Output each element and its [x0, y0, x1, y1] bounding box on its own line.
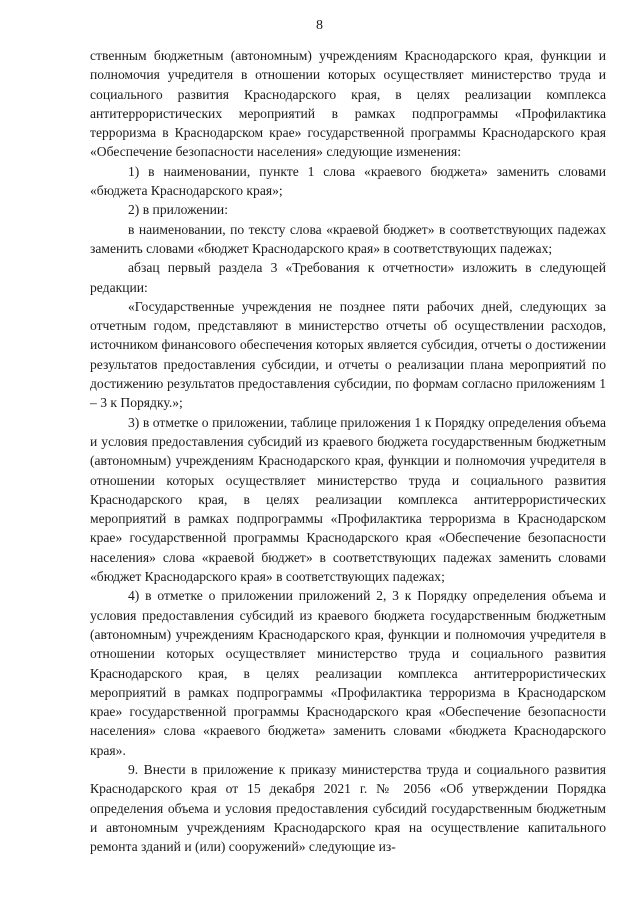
paragraph-item-4: 4) в отметке о приложении приложений 2, 3 к Порядку определения объема и условия предоставления субсидий из краевого бюджета государственным бюджетным (автономным) учреждениям Краснодарского края, функции и полномочия учредителя в отношении которых осуществляет министерство труда и социального развития Краснодарского края, в целях реализации комплекса антитеррористических мероприятий в рамках подпрограммы «Профилактика терроризма в Краснодарском крае» государственной программы Краснодарского края «Обеспечение безопасности населения» слова «краевого бюджета» заменить словами «бюджета Краснодарского края».	[90, 588, 606, 758]
paragraph-continuation: ственным бюджетным (автономным) учреждениям Краснодарского края, функции и полномочия учредителя в отношении которых осуществляет министерство труда и социального развития Краснодарского края, в целях реализации комплекса антитеррористических мероприятий в рамках подпрограммы «Профилактика терроризма в Краснодарском крае» государственной программы Краснодарского края «Обеспечение безопасности населения» следующие изменения:	[90, 48, 606, 160]
paragraph-item-2: 2) в приложении:	[128, 202, 228, 218]
page-number: 8	[316, 18, 323, 33]
document-body	[90, 46, 606, 856]
paragraph-section-3-intro: абзац первый раздела 3 «Требования к отчетности» изложить в следующей редакции:	[90, 260, 606, 295]
paragraph-item-3: 3) в отметке о приложении, таблице приложения 1 к Порядку определения объема и условия предоставления субсидий из краевого бюджета государственным бюджетным (автономным) учреждениям Краснодарского края, функции и полномочия учредителя в отношении которых осуществляет министерство труда и социального развития Краснодарского края, в целях реализации комплекса антитеррористических мероприятий в рамках подпрограммы «Профилактика терроризма в Краснодарском крае» государственной программы Краснодарского края «Обеспечение безопасности населения» слова «краевой бюджет» в соответствующих падежах заменить словами «бюджет Краснодарского края» в соответствующих падежах;	[90, 414, 606, 585]
paragraph-item-1: 1) в наименовании, пункте 1 слова «краевого бюджета» заменить словами «бюджета Краснодарского края»;	[90, 163, 606, 199]
paragraph-in-name-replace: в наименовании, по тексту слова «краевой бюджет» в соответствующих падежах заменить словами «бюджет Краснодарского края» в соответствующих падежах;	[90, 221, 606, 256]
paragraph-quoted-requirements: «Государственные учреждения не позднее пяти рабочих дней, следующих за отчетным годом, представляют в министерство отчеты об осуществлении расходов, источником финансового обеспечения которых является субсидия, отчеты о достижении результатов предоставления субсидии, и отчеты о реализации плана мероприятий по достижению результатов предоставления субсидии, по формам согласно приложениям 1 – 3 к Порядку.»;	[90, 298, 606, 411]
paragraph-point-9: 9. Внести в приложение к приказу министерства труда и социального развития Краснодарского края от 15 декабря 2021 г. № 2056 «Об утверждении Порядка определения объема и условия предоставления субсидий государственным бюджетным и автономным учреждениям Краснодарского края на осуществление капитального ремонта зданий и (или) сооружений» следующие из-	[90, 761, 606, 855]
